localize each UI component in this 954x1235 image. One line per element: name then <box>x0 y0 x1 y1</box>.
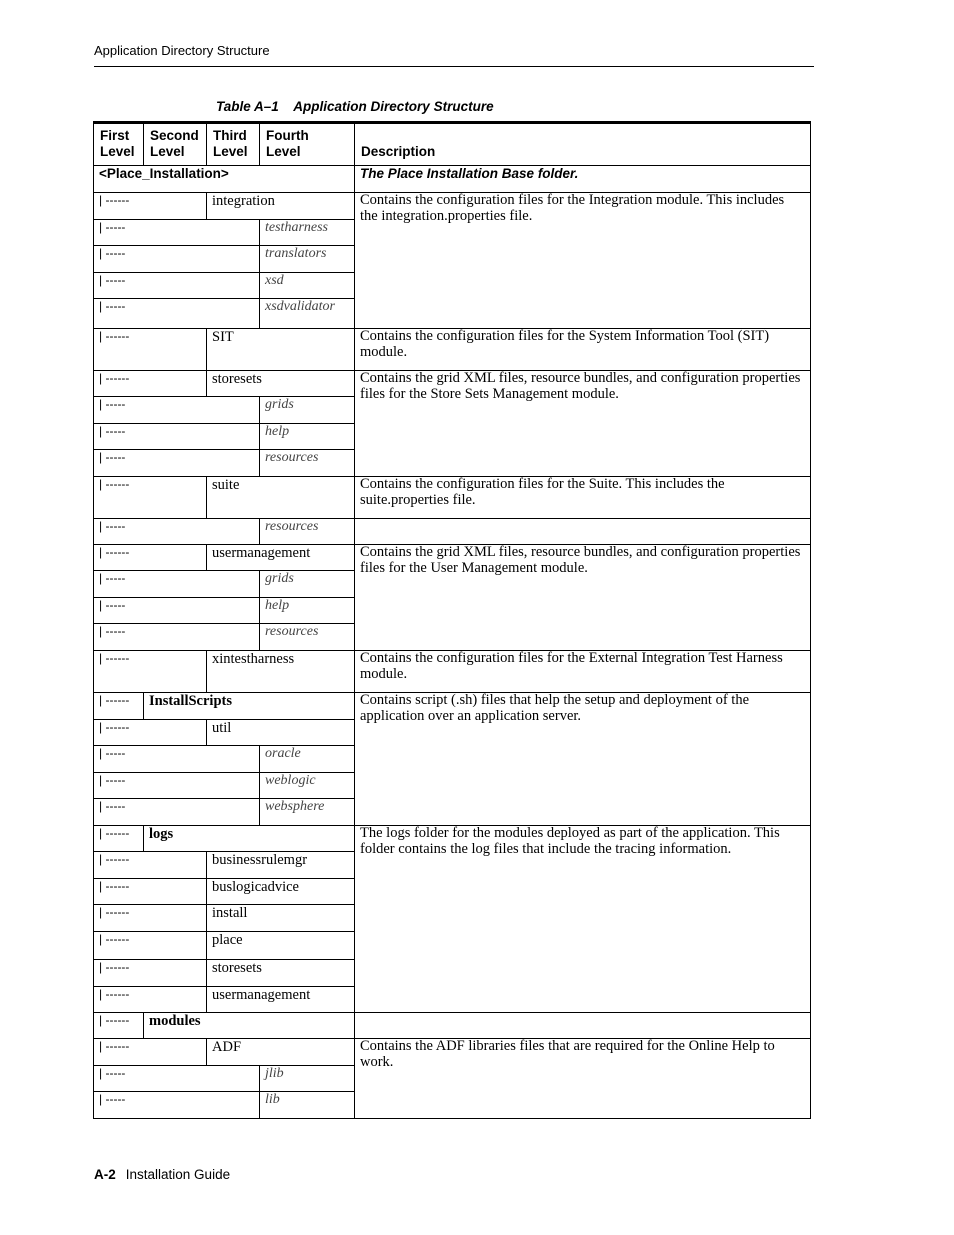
folder-description: Contains the configuration files for the External Integration Test Harness module. <box>355 651 811 693</box>
folder-name: businessrulemgr <box>207 852 355 879</box>
folder-description: Contains the configuration files for the Suite. This includes the suite.properties file. <box>355 477 811 519</box>
level-marker: | ------ <box>94 651 207 693</box>
table-row <box>94 651 811 693</box>
folder-name: resources <box>260 450 355 477</box>
table-row <box>94 329 811 371</box>
level-marker: | ------ <box>94 852 207 879</box>
folder-name: place <box>207 932 355 960</box>
level-marker: | ----- <box>94 273 260 299</box>
table-row <box>94 1013 811 1039</box>
folder-name: usermanagement <box>207 987 355 1013</box>
folder-name: InstallScripts <box>144 693 355 720</box>
folder-name: help <box>260 598 355 624</box>
folder-name: xsdvalidator <box>260 299 355 329</box>
footer-title: Installation Guide <box>125 1167 231 1182</box>
level-marker: | ------ <box>94 329 207 371</box>
col-third-level: Third Level <box>207 123 260 166</box>
level-marker: | ----- <box>94 624 260 651</box>
level-marker: | ------ <box>94 1039 207 1066</box>
root-folder-description: The Place Installation Base folder. <box>355 166 811 193</box>
folder-name: xintestharness <box>207 651 355 693</box>
folder-description: Contains the grid XML files, resource bundles, and configuration properties files for the Store Sets Management module. <box>355 371 811 477</box>
folder-name: translators <box>260 246 355 273</box>
col-description: Description <box>355 123 811 166</box>
folder-name: logs <box>144 826 355 852</box>
level-marker: | ----- <box>94 1092 260 1119</box>
folder-name: grids <box>260 397 355 424</box>
level-marker: | ------ <box>94 826 144 852</box>
level-marker: | ----- <box>94 450 260 477</box>
page-number: A-2 <box>94 1167 116 1182</box>
folder-description: Contains the ADF libraries files that are required for the Online Help to work. <box>355 1039 811 1119</box>
folder-name: lib <box>260 1092 355 1119</box>
root-folder-name: <Place_Installation> <box>94 166 355 193</box>
table-body <box>94 166 811 1119</box>
folder-name: modules <box>144 1013 355 1039</box>
level-marker: | ----- <box>94 519 260 545</box>
folder-name: websphere <box>260 799 355 826</box>
folder-description: Contains the grid XML files, resource bundles, and configuration properties files for the User Management module. <box>355 545 811 651</box>
table-header <box>94 123 811 166</box>
folder-name: storesets <box>207 371 355 397</box>
caption-title: Application Directory Structure <box>293 99 494 114</box>
folder-name: suite <box>207 477 355 519</box>
folder-name: help <box>260 424 355 450</box>
col-fourth-level: Fourth Level <box>260 123 355 166</box>
folder-description <box>355 1013 811 1039</box>
level-marker: | ----- <box>94 598 260 624</box>
folder-name: jlib <box>260 1066 355 1092</box>
level-marker: | ------ <box>94 477 207 519</box>
level-marker: | ------ <box>94 905 207 932</box>
table-row <box>94 477 811 519</box>
level-marker: | ----- <box>94 246 260 273</box>
level-marker: | ----- <box>94 397 260 424</box>
table-caption <box>216 99 494 114</box>
level-marker: | ----- <box>94 746 260 773</box>
folder-name: resources <box>260 624 355 651</box>
folder-name: ADF <box>207 1039 355 1066</box>
folder-name: storesets <box>207 960 355 987</box>
folder-name: util <box>207 720 355 746</box>
level-marker: | ----- <box>94 1066 260 1092</box>
header-row <box>94 123 811 166</box>
col-second-level: Second Level <box>144 123 207 166</box>
folder-description: The logs folder for the modules deployed as part of the application. This folder contains the log files that include the tracing information. <box>355 826 811 1013</box>
folder-description <box>355 519 811 545</box>
table-row <box>94 1039 811 1066</box>
level-marker: | ------ <box>94 720 207 746</box>
level-marker: | ------ <box>94 371 207 397</box>
folder-description: Contains script (.sh) files that help the setup and deployment of the application over an application server. <box>355 693 811 826</box>
table-row <box>94 371 811 397</box>
running-header: Application Directory Structure <box>94 43 270 58</box>
level-marker: | ------ <box>94 193 207 220</box>
directory-table <box>93 121 811 1119</box>
level-marker: | ----- <box>94 799 260 826</box>
level-marker: | ------ <box>94 987 207 1013</box>
folder-name: oracle <box>260 746 355 773</box>
folder-description: Contains the configuration files for the System Information Tool (SIT) module. <box>355 329 811 371</box>
folder-name: testharness <box>260 220 355 246</box>
folder-name: usermanagement <box>207 545 355 571</box>
level-marker: | ------ <box>94 693 144 720</box>
folder-name: weblogic <box>260 773 355 799</box>
col-first-level: First Level <box>94 123 144 166</box>
level-marker: | ----- <box>94 424 260 450</box>
table-row <box>94 519 811 545</box>
table-row <box>94 166 811 193</box>
caption-label: Table A–1 <box>216 99 279 114</box>
level-marker: | ------ <box>94 932 207 960</box>
level-marker: | ----- <box>94 299 260 329</box>
table-row <box>94 826 811 852</box>
page-footer <box>94 1167 230 1182</box>
folder-name: install <box>207 905 355 932</box>
level-marker: | ------ <box>94 545 207 571</box>
table-row <box>94 193 811 220</box>
table-row <box>94 693 811 720</box>
level-marker: | ----- <box>94 571 260 598</box>
level-marker: | ------ <box>94 879 207 905</box>
folder-name: resources <box>260 519 355 545</box>
folder-name: grids <box>260 571 355 598</box>
folder-name: buslogicadvice <box>207 879 355 905</box>
folder-description: Contains the configuration files for the Integration module. This includes the integration.properties file. <box>355 193 811 329</box>
folder-name: SIT <box>207 329 355 371</box>
folder-name: xsd <box>260 273 355 299</box>
header-rule <box>94 66 814 67</box>
level-marker: | ----- <box>94 220 260 246</box>
level-marker: | ----- <box>94 773 260 799</box>
folder-name: integration <box>207 193 355 220</box>
level-marker: | ------ <box>94 960 207 987</box>
table-row <box>94 545 811 571</box>
level-marker: | ------ <box>94 1013 144 1039</box>
